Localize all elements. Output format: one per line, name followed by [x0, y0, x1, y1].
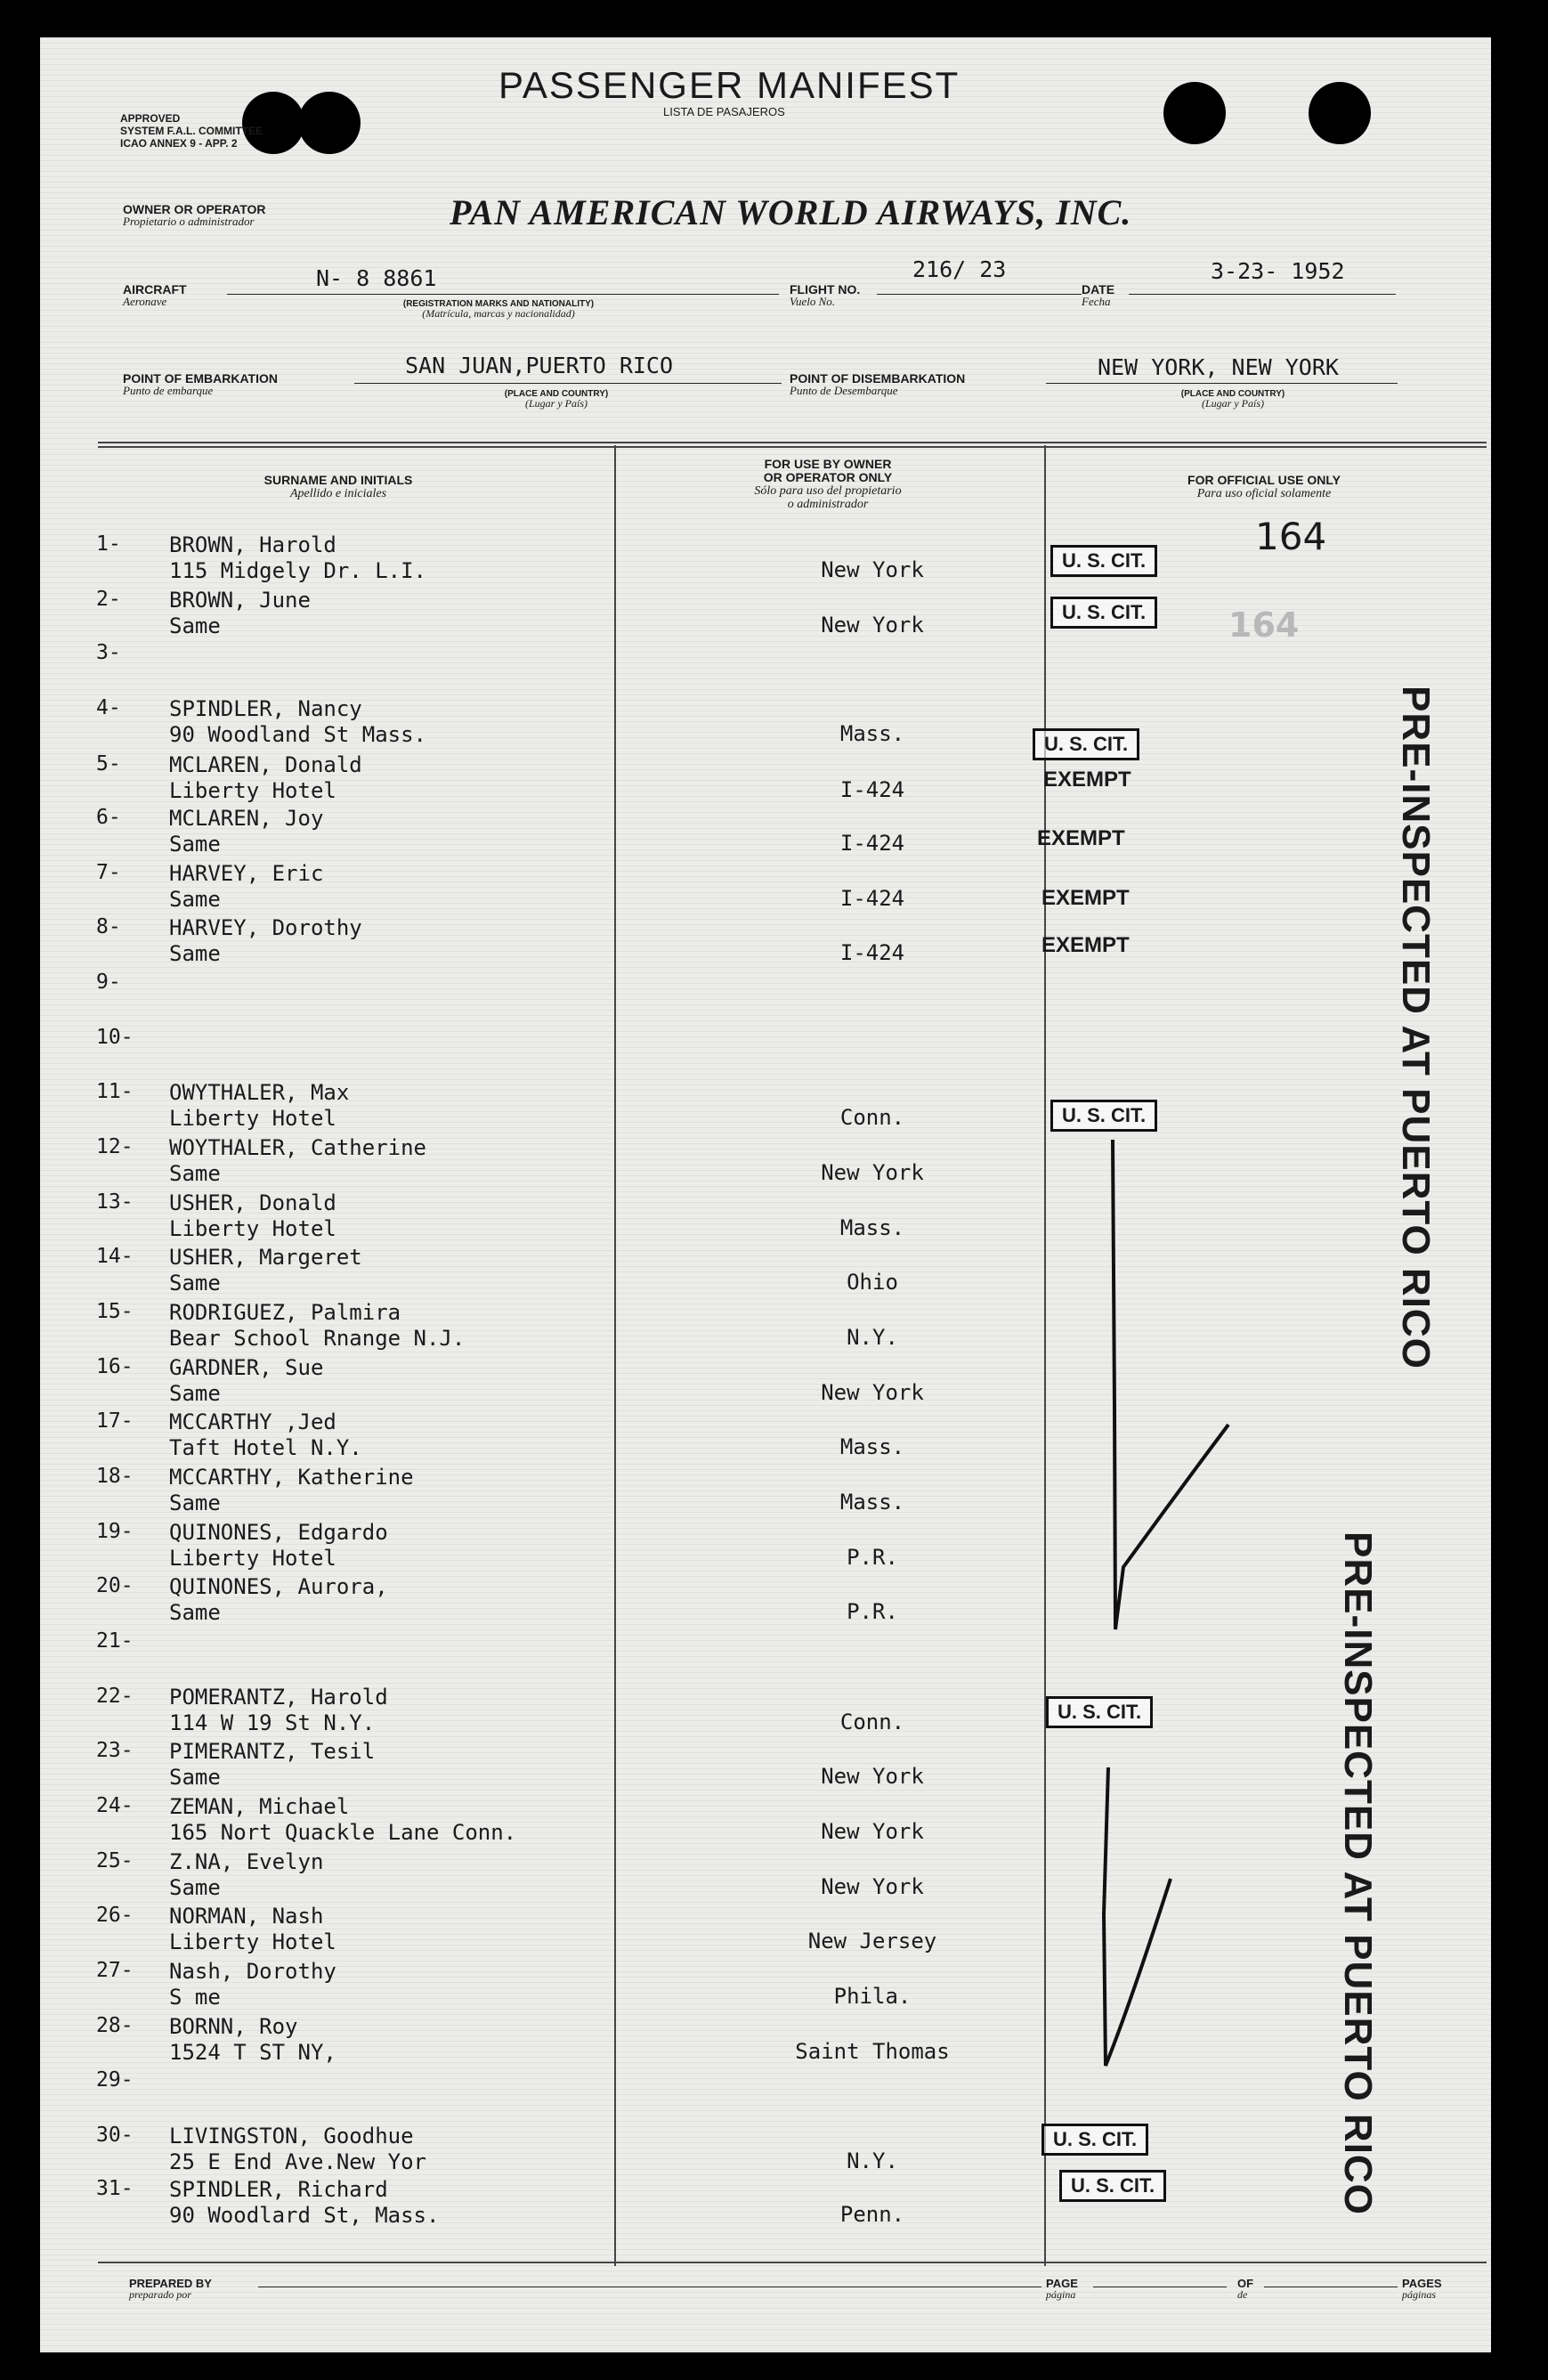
operator-name: PAN AMERICAN WORLD AIRWAYS, INC. [450, 192, 1132, 232]
passenger-destination: I-424 [839, 831, 905, 856]
col-header-surname: SURNAME AND INITIALS Apellido e iniciales [263, 473, 413, 500]
passenger-number: 22- [96, 1685, 134, 1708]
passenger-number: 4- [96, 696, 121, 719]
passenger-address: Liberty Hotel [169, 1546, 336, 1571]
us-cit-stamp: U. S. CIT. [1050, 545, 1157, 577]
passenger-address: Liberty Hotel [169, 778, 336, 803]
exempt-stamp: EXEMPT [1037, 826, 1125, 850]
flight-date: 3-23- 1952 [1211, 258, 1345, 284]
passenger-name: ZEMAN, Michael [169, 1794, 350, 1819]
passenger-name: RODRIGUEZ, Palmira [169, 1300, 401, 1325]
passenger-address: Same [169, 1161, 221, 1186]
passenger-address: 1524 T ST NY, [169, 2040, 336, 2065]
passenger-destination: Mass. [839, 1434, 905, 1459]
passenger-number: 25- [96, 1849, 134, 1872]
passenger-name: Nash, Dorothy [169, 1959, 336, 1984]
passenger-number: 19- [96, 1520, 134, 1543]
approval-line-3: ICAO ANNEX 9 - APP. 2 [120, 137, 238, 150]
passenger-name: LIVINGSTON, Goodhue [169, 2124, 414, 2148]
of-label: OF de [1237, 2277, 1254, 2301]
passenger-number: 9- [96, 971, 121, 994]
exempt-stamp: EXEMPT [1041, 886, 1130, 910]
passenger-number: 18- [96, 1465, 134, 1488]
us-cit-stamp: U. S. CIT. [1050, 597, 1157, 629]
approval-line-2: SYSTEM F.A.L. COMMITTEE [120, 125, 263, 137]
aircraft-registration: N- 8 8861 [316, 265, 437, 291]
passenger-address: Same [169, 1765, 221, 1790]
form-title: PASSENGER MANIFEST [498, 64, 960, 106]
passenger-number: 17- [96, 1409, 134, 1433]
passenger-destination: Saint Thomas [795, 2039, 950, 2064]
col-header-official: FOR OFFICIAL USE ONLY Para uso oficial solamente [1187, 473, 1341, 500]
passenger-name: USHER, Margeret [169, 1245, 362, 1270]
passenger-address: 165 Nort Quackle Lane Conn. [169, 1820, 517, 1845]
page-label: PAGE página [1046, 2277, 1078, 2301]
passenger-address: Liberty Hotel [169, 1929, 336, 1954]
prepared-by-label: PREPARED BY preparado por [129, 2277, 212, 2301]
passenger-destination: Phila. [833, 1984, 912, 2009]
passenger-number: 7- [96, 861, 121, 884]
passenger-destination: New York [821, 613, 924, 638]
passenger-number: 8- [96, 915, 121, 938]
passenger-number: 15- [96, 1300, 134, 1323]
passenger-destination: P.R. [847, 1545, 898, 1570]
passenger-address: Liberty Hotel [169, 1106, 336, 1131]
passenger-number: 10- [96, 1026, 134, 1049]
passenger-number: 20- [96, 1574, 134, 1597]
passenger-number: 3- [96, 641, 121, 664]
passenger-number: 26- [96, 1904, 134, 1927]
passenger-destination: N.Y. [847, 2148, 898, 2173]
passenger-destination: N.Y. [847, 1325, 898, 1350]
date-label: DATE Fecha [1082, 282, 1115, 308]
passenger-address: Liberty Hotel [169, 1216, 336, 1241]
passenger-number: 28- [96, 2014, 134, 2037]
passenger-number: 24- [96, 1794, 134, 1817]
passenger-number: 13- [96, 1190, 134, 1214]
passenger-number: 6- [96, 806, 121, 829]
check-mark [1113, 1140, 1228, 1629]
flight-number: 216/ 23 [912, 256, 1007, 282]
us-cit-stamp: U. S. CIT. [1033, 728, 1139, 760]
passenger-destination: I-424 [839, 940, 905, 965]
passenger-address: Bear School Rnange N.J. [169, 1326, 466, 1351]
exempt-stamp: EXEMPT [1041, 933, 1130, 957]
passenger-number: 14- [96, 1245, 134, 1268]
passenger-number: 16- [96, 1355, 134, 1378]
flight-label: FLIGHT NO. Vuelo No. [790, 282, 861, 308]
passenger-number: 5- [96, 752, 121, 776]
form-subtitle: LISTA DE PASAJEROS [663, 105, 785, 118]
passenger-number: 30- [96, 2124, 134, 2147]
passenger-name: HARVEY, Dorothy [169, 915, 362, 940]
passenger-name: GARDNER, Sue [169, 1355, 324, 1380]
passenger-address: Same [169, 1875, 221, 1900]
passenger-destination: Penn. [839, 2202, 905, 2227]
passenger-destination: New York [821, 1764, 924, 1789]
faint-count: 164 [1228, 605, 1300, 645]
passenger-destination: I-424 [839, 777, 905, 802]
passenger-name: OWYTHALER, Max [169, 1080, 350, 1105]
disembark-label: POINT OF DISEMBARKATION Punto de Desembarque [790, 371, 966, 397]
passenger-destination: New Jersey [807, 1929, 937, 1954]
passenger-destination: New York [821, 1380, 924, 1405]
passenger-destination: New York [821, 557, 924, 582]
us-cit-stamp: U. S. CIT. [1059, 2170, 1166, 2202]
passenger-address: Same [169, 1600, 221, 1625]
passenger-address: Same [169, 941, 221, 966]
passenger-name: MCCARTHY, Katherine [169, 1465, 414, 1490]
passenger-destination: Mass. [839, 1215, 905, 1240]
passenger-number: 1- [96, 532, 121, 556]
passenger-destination: Mass. [839, 1490, 905, 1515]
pages-label: PAGES páginas [1402, 2277, 1442, 2301]
passenger-name: BROWN, June [169, 588, 311, 613]
passenger-name: WOYTHALER, Catherine [169, 1135, 426, 1160]
passenger-number: 29- [96, 2068, 134, 2092]
passenger-name: BROWN, Harold [169, 532, 336, 557]
passenger-address: Same [169, 1491, 221, 1515]
passenger-address: 90 Woodland St Mass. [169, 722, 426, 747]
embark-point: SAN JUAN,PUERTO RICO [405, 353, 674, 378]
passenger-name: MCLAREN, Joy [169, 806, 324, 831]
aircraft-label: AIRCRAFT Aeronave [123, 282, 187, 308]
passenger-destination: Conn. [839, 1710, 905, 1734]
passenger-number: 12- [96, 1135, 134, 1158]
us-cit-stamp: U. S. CIT. [1041, 2124, 1148, 2156]
passenger-destination: Mass. [839, 721, 905, 746]
passenger-name: QUINONES, Edgardo [169, 1520, 388, 1545]
preinspected-stamp-2: PRE-INSPECTED AT PUERTO RICO [1336, 1531, 1380, 2215]
passenger-address: Same [169, 832, 221, 857]
passenger-destination: New York [821, 1874, 924, 1899]
passenger-address: 115 Midgely Dr. L.I. [169, 558, 426, 583]
passenger-name: POMERANTZ, Harold [169, 1685, 388, 1710]
handwritten-count: 164 [1255, 515, 1327, 558]
passenger-address: 25 E End Ave.New Yor [169, 2149, 426, 2174]
embark-label: POINT OF EMBARKATION Punto de embarque [123, 371, 278, 397]
passenger-address: Same [169, 887, 221, 912]
passenger-name: HARVEY, Eric [169, 861, 324, 886]
passenger-name: MCLAREN, Donald [169, 752, 362, 777]
passenger-name: Z.NA, Evelyn [169, 1849, 324, 1874]
passenger-name: SPINDLER, Richard [169, 2177, 388, 2202]
passenger-address: 114 W 19 St N.Y. [169, 1710, 376, 1735]
us-cit-stamp: U. S. CIT. [1050, 1100, 1157, 1132]
col-header-operator: FOR USE BY OWNER OR OPERATOR ONLY Sólo para uso del propietario o administrador [754, 457, 902, 511]
disembark-caption: (PLACE AND COUNTRY) (Lugar y País) [1180, 389, 1285, 410]
passenger-destination: P.R. [847, 1599, 898, 1624]
passenger-address: 90 Woodlard St, Mass. [169, 2203, 440, 2228]
passenger-name: SPINDLER, Nancy [169, 696, 362, 721]
passenger-destination: New York [821, 1819, 924, 1844]
passenger-name: NORMAN, Nash [169, 1904, 324, 1929]
passenger-destination: New York [821, 1160, 924, 1185]
passenger-number: 31- [96, 2177, 134, 2200]
passenger-name: MCCARTHY ,Jed [169, 1409, 336, 1434]
passenger-number: 11- [96, 1080, 134, 1103]
passenger-number: 2- [96, 588, 121, 611]
passenger-address: S me [169, 1985, 221, 2010]
aircraft-caption: (REGISTRATION MARKS AND NATIONALITY) (Matrícula, marcas y nacionalidad) [402, 299, 595, 320]
disembark-point: NEW YORK, NEW YORK [1098, 354, 1339, 380]
passenger-destination: I-424 [839, 886, 905, 911]
passenger-destination: Ohio [847, 1270, 898, 1295]
passenger-address: Same [169, 1381, 221, 1406]
exempt-stamp: EXEMPT [1043, 768, 1131, 792]
check-mark [1104, 1767, 1171, 2066]
preinspected-stamp-1: PRE-INSPECTED AT PUERTO RICO [1394, 686, 1438, 1369]
us-cit-stamp: U. S. CIT. [1046, 1696, 1153, 1728]
passenger-name: BORNN, Roy [169, 2014, 298, 2039]
owner-label: OWNER OR OPERATOR Propietario o administrador [123, 202, 266, 228]
embark-caption: (PLACE AND COUNTRY) (Lugar y País) [504, 389, 609, 410]
passenger-name: PIMERANTZ, Tesil [169, 1739, 376, 1764]
passenger-number: 21- [96, 1629, 134, 1653]
passenger-address: Same [169, 1271, 221, 1296]
approval-line-1: APPROVED [120, 112, 181, 125]
passenger-name: QUINONES, Aurora, [169, 1574, 388, 1599]
passenger-destination: Conn. [839, 1105, 905, 1130]
passenger-number: 27- [96, 1959, 134, 1982]
passenger-number: 23- [96, 1739, 134, 1762]
passenger-address: Taft Hotel N.Y. [169, 1435, 362, 1460]
passenger-address: Same [169, 613, 221, 638]
passenger-name: USHER, Donald [169, 1190, 336, 1215]
